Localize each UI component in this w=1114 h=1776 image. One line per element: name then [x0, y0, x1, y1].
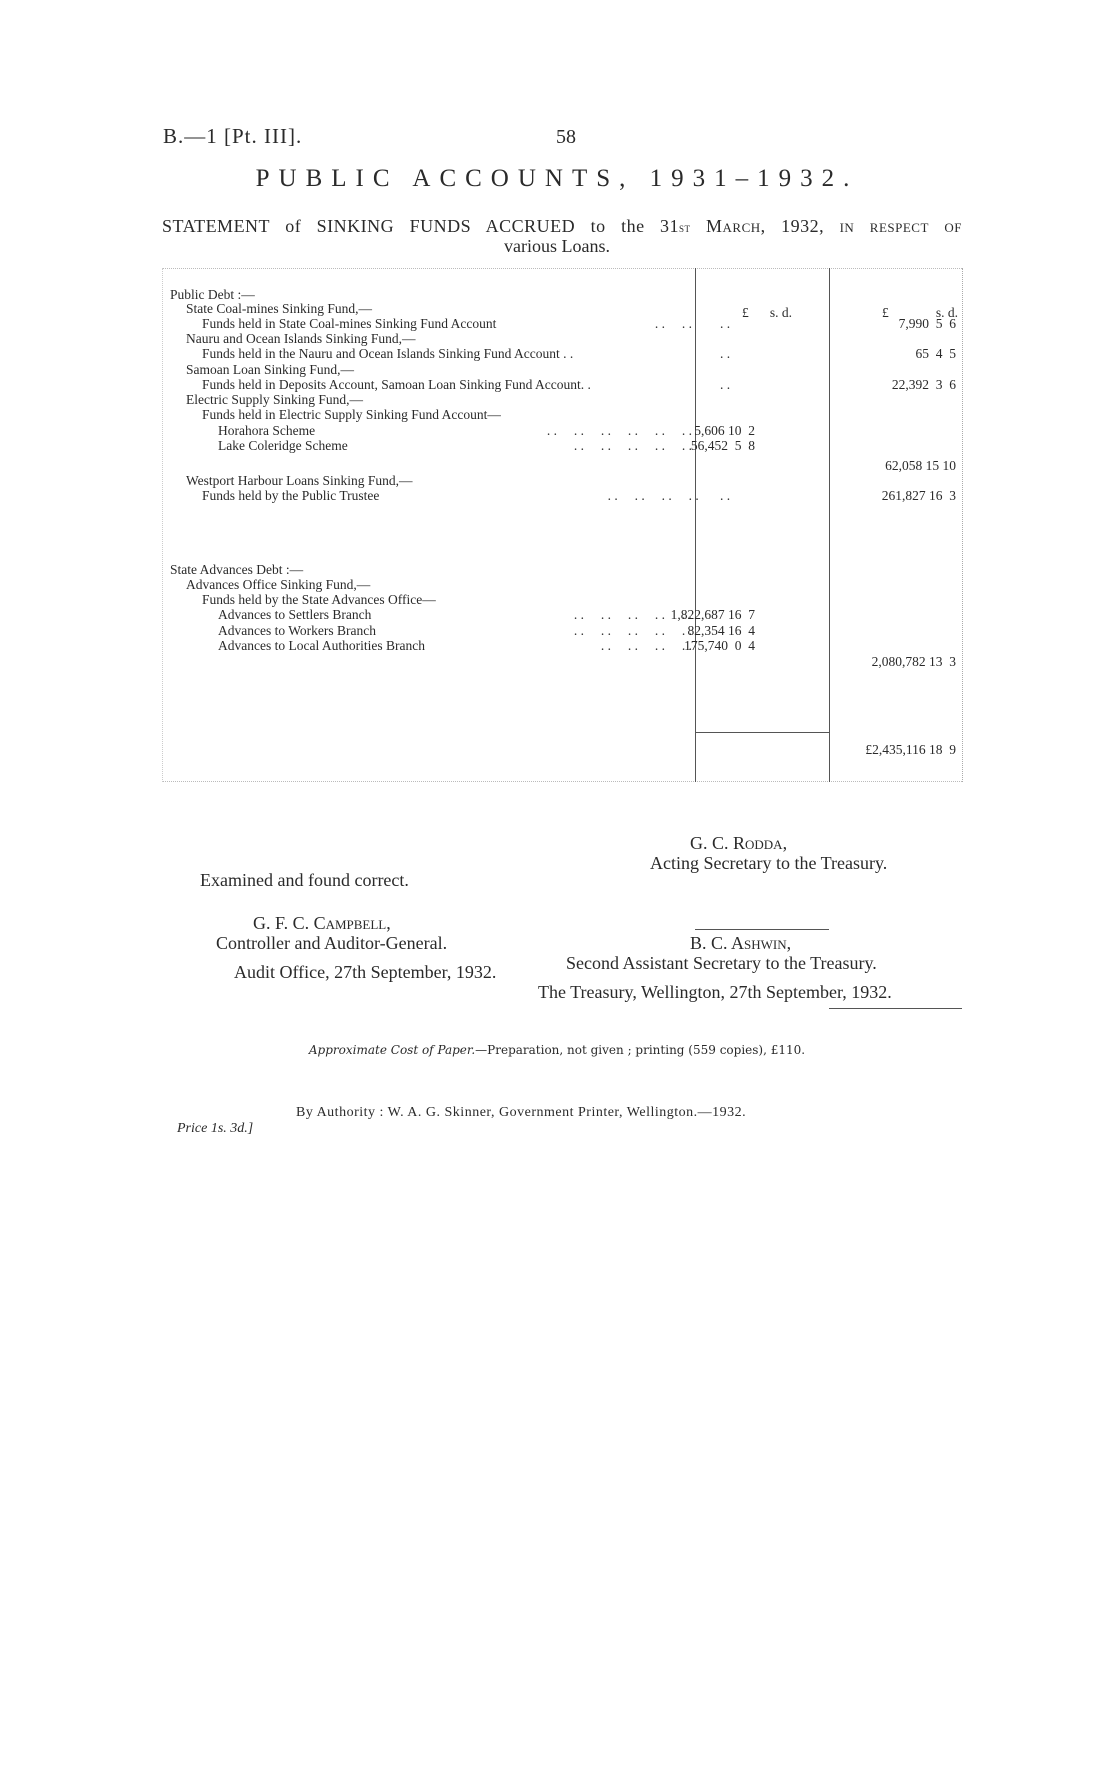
- col1-pounds-header: £: [742, 305, 749, 320]
- row-label: Public Debt :—: [170, 287, 255, 302]
- table-row: [162, 562, 962, 577]
- table-row: [162, 458, 962, 473]
- total-rule: [829, 1008, 962, 1009]
- statement-title-part-1: STATEMENT of SINKING FUNDS ACCRUED to the 31: [162, 216, 680, 236]
- statement-title: [162, 216, 962, 237]
- examined-statement: Examined and found correct.: [200, 870, 409, 890]
- col1-sd-header: s. d.: [769, 305, 792, 320]
- amount-column-1: 56,452 5 8: [690, 438, 755, 453]
- row-label: Funds held in the Nauru and Ocean Islands Sinking Fund Account . .: [202, 346, 574, 361]
- cost-text: —Preparation, not given ; printing (559 copies), £110.: [475, 1043, 806, 1057]
- leader-dots: . . . . . . . .: [546, 638, 692, 653]
- row-label: Lake Coleridge Scheme: [218, 438, 348, 453]
- price: Price 1s. 3d.]: [177, 1121, 254, 1136]
- row-label: Electric Supply Sinking Fund,—: [186, 392, 363, 407]
- amount-column-2: 62,058 15 10: [885, 458, 956, 473]
- document-reference: B.—1 [Pt. III].: [163, 124, 303, 148]
- subtotal-rule-advances: [695, 929, 829, 930]
- cost-label: Approximate Cost of Paper.: [308, 1043, 476, 1057]
- amount-column-2: £2,435,116 18 9: [865, 742, 956, 757]
- table-row: [162, 638, 962, 653]
- amount-column-1: . .: [720, 377, 731, 392]
- table-row: [162, 316, 962, 331]
- row-label: Advances Office Sinking Fund,—: [186, 577, 371, 592]
- amount-column-2: 2,080,782 13 3: [871, 654, 956, 669]
- amount-column-2: 261,827 16 3: [881, 488, 956, 503]
- amount-column-2: 7,990 5 6: [898, 316, 956, 331]
- table-row: [162, 331, 962, 346]
- table-row: [162, 592, 962, 607]
- cost-of-paper: [0, 1043, 1114, 1057]
- row-label: State Advances Debt :—: [170, 562, 304, 577]
- statement-title-line-2: various Loans.: [504, 236, 610, 256]
- table-bottom-border: [162, 781, 962, 782]
- leader-dots: . . . . . . . . . . . .: [546, 423, 692, 438]
- leader-dots: . . . . . . . . . .: [563, 438, 692, 453]
- table-row: [162, 346, 962, 361]
- printer-imprint: By Authority : W. A. G. Skinner, Government Printer, Wellington.—1932.: [296, 1105, 747, 1120]
- amount-column-1: 1,822,687 16 7: [670, 607, 755, 622]
- table-row: [162, 488, 962, 503]
- table-row: [162, 423, 962, 438]
- table-row: [162, 473, 962, 488]
- amount-column-1: 175,740 0 4: [684, 638, 755, 653]
- col2-pounds-header: £: [882, 305, 889, 320]
- row-label: Westport Harbour Loans Sinking Fund,—: [186, 473, 413, 488]
- amount-column-1: . .: [720, 316, 731, 331]
- row-label: Advances to Settlers Branch: [218, 607, 372, 622]
- table-row: [162, 577, 962, 592]
- leader-dots: . . . . . . . . . .: [536, 607, 692, 622]
- campbell-name-text: G. F. C. Campbell,: [253, 913, 391, 933]
- table-row: [162, 623, 962, 638]
- table-row: [162, 377, 962, 392]
- amount-column-1: . .: [720, 488, 731, 503]
- column-divider-3: [962, 268, 963, 782]
- page-title: PUBLIC ACCOUNTS, 1931–1932.: [255, 165, 859, 192]
- row-label: Advances to Local Authorities Branch: [218, 638, 425, 653]
- row-label: Funds held in Electric Supply Sinking Fund Account—: [202, 407, 501, 422]
- statement-title-part-2: March, 1932, in respect of: [690, 216, 962, 236]
- subtotal-rule-electric: [695, 732, 829, 733]
- table-top-border: [162, 268, 962, 269]
- treasury-date: The Treasury, Wellington, 27th September, 1932.: [538, 982, 892, 1002]
- amount-column-1: 5,606 10 2: [694, 423, 755, 438]
- leader-dots: . . . .: [654, 316, 692, 331]
- amount-column-2: 22,392 3 6: [891, 377, 956, 392]
- rodda-name-text: G. C. Rodda,: [690, 833, 788, 853]
- table-row: [162, 287, 962, 302]
- row-label: Funds held in Deposits Account, Samoan Loan Sinking Fund Account. .: [202, 377, 591, 392]
- row-label: Horahora Scheme: [218, 423, 316, 438]
- page-number: 58: [556, 126, 576, 148]
- rodda-name: [690, 833, 787, 854]
- table-row: [162, 362, 962, 377]
- campbell-name: [253, 913, 391, 934]
- row-label: Advances to Workers Branch: [218, 623, 376, 638]
- leader-dots: . . . . . . . .: [557, 488, 699, 503]
- row-label: Nauru and Ocean Islands Sinking Fund,—: [186, 331, 416, 346]
- table-row: [162, 607, 962, 622]
- ashwin-title: Second Assistant Secretary to the Treasury.: [566, 953, 877, 973]
- statement-title-superscript: st: [679, 220, 691, 235]
- table-row: [162, 438, 962, 453]
- amount-column-1: 82,354 16 4: [687, 623, 755, 638]
- row-label: Funds held by the State Advances Office—: [202, 592, 436, 607]
- row-label: Funds held in State Coal-mines Sinking Fund Account: [202, 316, 497, 331]
- ashwin-name-text: B. C. Ashwin,: [690, 933, 792, 953]
- sinking-funds-table: [162, 268, 962, 782]
- row-label: State Coal-mines Sinking Fund,—: [186, 301, 373, 316]
- amount-column-2: 65 4 5: [915, 346, 956, 361]
- table-row: [162, 392, 962, 407]
- table-row: [162, 301, 962, 316]
- table-row: [162, 407, 962, 422]
- col2-sd-header: s. d.: [935, 305, 958, 320]
- ashwin-name: [690, 933, 791, 954]
- leader-dots: . . . . . . . . . .: [536, 623, 692, 638]
- table-row: [162, 654, 962, 669]
- campbell-title: Controller and Auditor-General.: [216, 933, 448, 953]
- table-row: [162, 742, 962, 757]
- rodda-title: Acting Secretary to the Treasury.: [650, 853, 888, 873]
- amount-column-1: . .: [720, 346, 731, 361]
- row-label: Samoan Loan Sinking Fund,—: [186, 362, 354, 377]
- audit-office-date: Audit Office, 27th September, 1932.: [234, 962, 497, 982]
- row-label: Funds held by the Public Trustee: [202, 488, 380, 503]
